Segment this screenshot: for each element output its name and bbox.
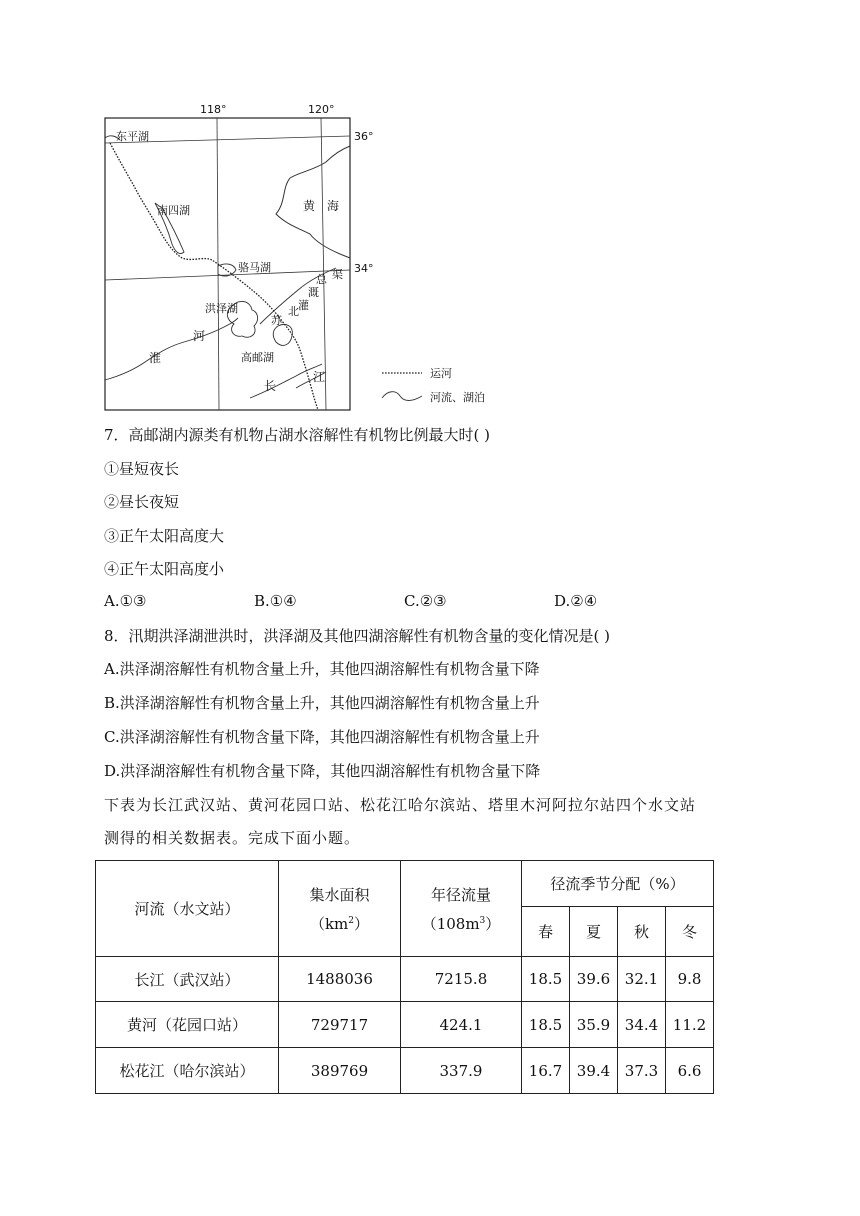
cell-spring: 18.5 [522,1002,570,1048]
yangtze-river [250,364,322,398]
table-row [96,1002,714,1048]
q7-option-c[interactable]: C.②③ [404,592,447,610]
cell-area: 729717 [279,1002,401,1048]
cell-river: 松花江（哈尔滨站） [96,1048,279,1094]
header-area: 集水面积 $(km^2)$ [279,861,401,957]
label-hongze-lake: 洪泽湖 [205,302,238,315]
meridian-120 [321,118,326,410]
cell-summer: 39.6 [570,957,618,1002]
legend-canal-label: 运河 [430,367,452,380]
header-river: 河流（水文站） [96,861,279,957]
label-bei: 北 [288,305,299,318]
q7-option-a[interactable]: A.①③ [104,592,147,610]
label-huai: 淮 [149,351,162,365]
header-autumn: 秋 [618,907,666,957]
cell-flow: 7215.8 [401,957,522,1002]
header-flow: 年径流量 $(108m^3)$ [401,861,522,957]
q7-item-4: ④正午太阳高度小 [104,560,225,578]
cell-autumn: 37.3 [618,1048,666,1094]
table-row [96,957,714,1002]
lat-label-34: 34° [354,262,374,275]
label-dongping-lake: 东平湖 [116,130,149,143]
hydrology-map [100,98,500,418]
lon-label-120: 120° [308,103,335,116]
hydrology-table [95,860,714,1094]
lat-label-36: 36° [354,130,374,143]
table-intro-line-2: 测得的相关数据表。完成下面小题。 [104,829,361,847]
label-gai: 灌 [298,299,309,312]
label-guan: 溉 [308,286,319,299]
q8-option-b[interactable]: B.洪泽湖溶解性有机物含量上升，其他四湖溶解性有机物含量上升 [104,694,540,712]
gaoyou-lake [273,324,292,345]
q7-option-b[interactable]: B.①④ [254,592,297,610]
q7-stem: 7．高邮湖内源类有机物占湖水溶解性有机物比例最大时( ) [104,426,491,444]
label-huang: 黄 [303,199,316,213]
q8-option-a[interactable]: A.洪泽湖溶解性有机物含量上升，其他四湖溶解性有机物含量下降 [104,660,540,678]
q8-option-d[interactable]: D.洪泽湖溶解性有机物含量下降，其他四湖溶解性有机物含量下降 [104,762,541,780]
q8-option-c[interactable]: C.洪泽湖溶解性有机物含量下降，其他四湖溶解性有机物含量上升 [104,728,540,746]
header-season: 径流季节分配（%） [522,861,714,907]
cell-flow: 424.1 [401,1002,522,1048]
cell-spring: 16.7 [522,1048,570,1094]
label-luoma-lake: 骆马湖 [238,261,271,274]
legend-river-symbol [382,392,422,401]
label-qu: 渠 [332,268,343,281]
label-zong: 总 [316,273,327,286]
label-gaoyou-lake: 高邮湖 [241,351,274,364]
header-summer: 夏 [570,907,618,957]
header-winter: 冬 [666,907,714,957]
cell-summer: 39.4 [570,1048,618,1094]
q8-stem: 8．汛期洪泽湖泄洪时，洪泽湖及其他四湖溶解性有机物含量的变化情况是( ) [104,627,611,645]
cell-winter: 11.2 [666,1002,714,1048]
label-jiang: 江 [313,370,326,384]
label-he: 河 [193,329,206,343]
cell-river: 长江（武汉站） [96,957,279,1002]
legend-river-label: 河流、湖泊 [430,391,485,404]
lon-label-118: 118° [200,103,227,116]
cell-area: 389769 [279,1048,401,1094]
cell-autumn: 34.4 [618,1002,666,1048]
q7-item-3: ③正午太阳高度大 [104,527,225,545]
cell-autumn: 32.1 [618,957,666,1002]
label-chang: 长 [264,379,277,393]
q7-option-d[interactable]: D.②④ [554,592,598,610]
label-nansi-lake: 南四湖 [157,204,190,217]
cell-river: 黄河（花园口站） [96,1002,279,1048]
cell-winter: 9.8 [666,957,714,1002]
cell-flow: 337.9 [401,1048,522,1094]
label-su: 苏 [271,314,282,327]
header-spring: 春 [522,907,570,957]
q7-item-2: ②昼长夜短 [104,493,180,511]
table-row [96,1048,714,1094]
label-hai: 海 [327,199,340,213]
cell-area: 1488036 [279,957,401,1002]
cell-spring: 18.5 [522,957,570,1002]
cell-summer: 35.9 [570,1002,618,1048]
q7-item-1: ①昼短夜长 [104,460,180,478]
cell-winter: 6.6 [666,1048,714,1094]
table-intro-line-1: 下表为长江武汉站、黄河花园口站、松花江哈尔滨站、塔里木河阿拉尔站四个水文站 [104,796,697,814]
q7-options [104,592,704,612]
